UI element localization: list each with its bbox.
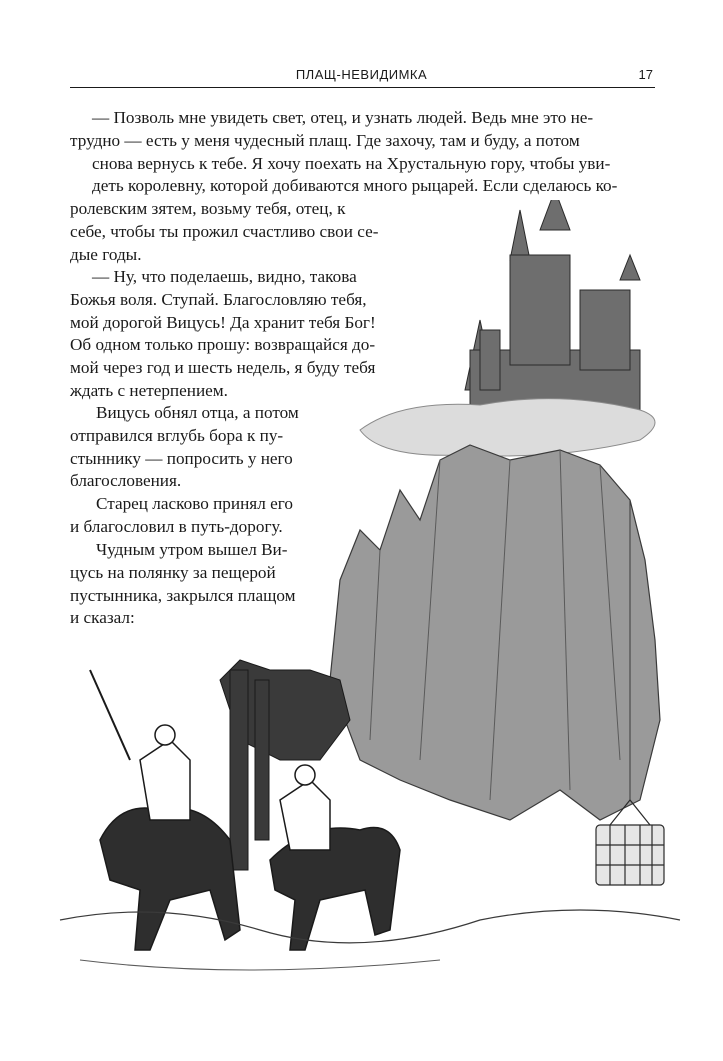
text-line: стыннику — попросить у него (70, 448, 293, 468)
text-line: цусь на полянку за пещерой (70, 562, 276, 582)
paragraph-5 (70, 539, 316, 630)
text-line: снова вернусь к тебе. Я хочу поехать на Хрустальную гору, чтобы уви- (92, 153, 611, 173)
crystal-mountain (330, 445, 660, 820)
text-line: мой дорогой Вицусь! Да хранит тебя Бог! (70, 312, 376, 332)
text-line: деть королевну, которой добиваются много рыцарей. Если сделаюсь ко- (92, 176, 618, 196)
text-line: Об одном только прошу: возвращайся до- (70, 335, 376, 355)
text-line: пустынника, закрылся плащом (70, 585, 296, 605)
text-line: дые годы. (70, 244, 142, 264)
text-line: — Позволь мне увидеть свет, отец, и узнать людей. Ведь мне это не- (92, 108, 594, 127)
text-line: Чудным утром вышел Ви- (96, 540, 288, 559)
text-line: Старец ласково принял его (96, 494, 293, 513)
cloud (360, 399, 655, 456)
paragraph-4 (70, 493, 316, 539)
paragraph-2 (70, 266, 412, 403)
paragraph-1-top (70, 107, 655, 198)
running-header-title: ПЛАЩ-НЕВИДИМКА (295, 67, 428, 82)
text-line: ролевским зятем, возьму тебя, отец, к (70, 199, 346, 218)
text-line: Божья воля. Ступай. Благословляю тебя, (70, 289, 367, 309)
text-line: Вицусь обнял отца, а потом (96, 403, 299, 422)
text-line: трудно — есть у меня чудесный плащ. Где захочу, там и буду, а потом (70, 130, 580, 150)
text-line: ждать с нетерпением. (70, 380, 228, 400)
text-line: себе, чтобы ты прожил счастливо свои се- (70, 221, 379, 241)
paragraph-3 (70, 402, 386, 493)
text-line: и сказал: (70, 608, 135, 628)
castle (465, 200, 640, 420)
text-line: — Ну, что поделаешь, видно, такова (92, 267, 357, 286)
text-line: и благословил в путь-дорогу. (70, 516, 283, 536)
page-number: 17 (638, 67, 653, 82)
header-rule (70, 87, 655, 88)
text-line: отправился вглубь бора к пу- (70, 425, 284, 445)
text-line: мой через год и шесть недель, я буду тебя (70, 358, 376, 378)
text-line: благословения. (70, 471, 182, 491)
paragraph-1-bottom (70, 198, 412, 266)
